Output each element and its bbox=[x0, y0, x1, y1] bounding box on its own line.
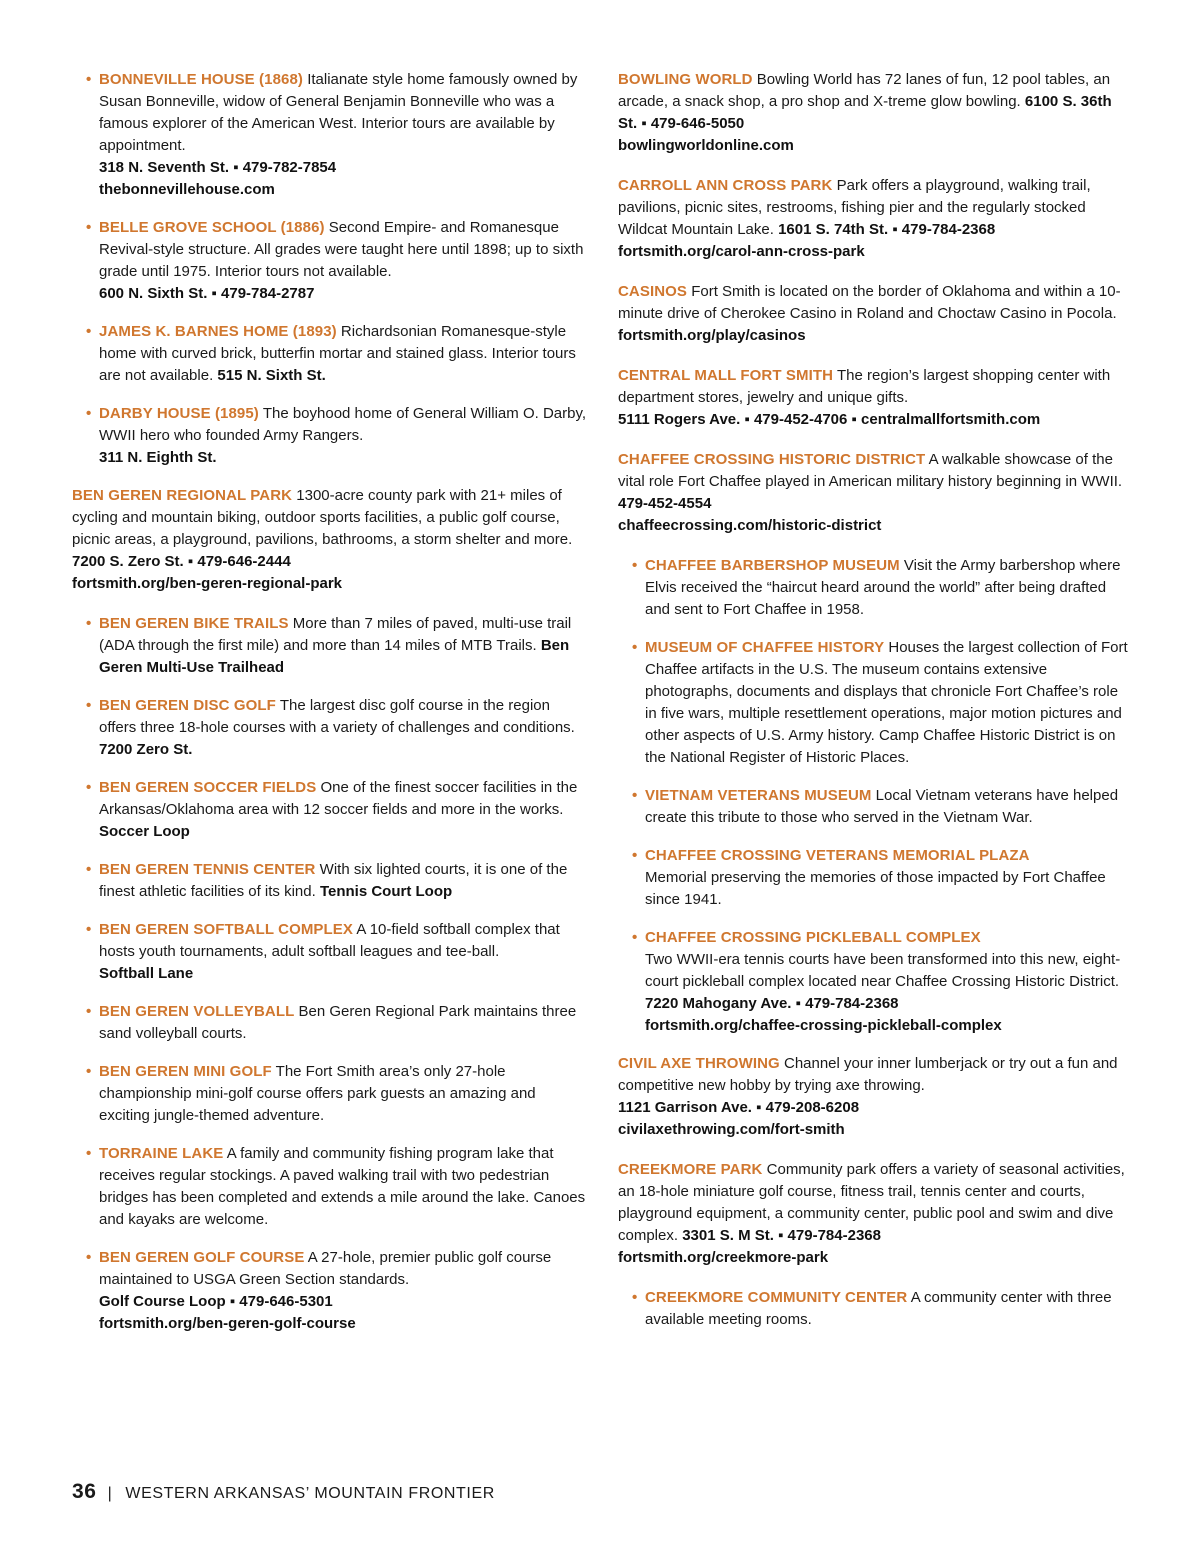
listing-description: Bowling World has 72 lanes of fun, 12 pool tables, an arcade, a snack shop, a pro shop and X-treme glow bowling. bbox=[618, 71, 1111, 110]
listing-vietnam-veterans-museum bbox=[618, 785, 1130, 829]
bullet-icon: • bbox=[86, 219, 92, 236]
listing-address: 3301 S. M St. ▪ 479-784-2368 bbox=[682, 1227, 881, 1244]
listing-name: CHAFFEE CROSSING VETERANS MEMORIAL PLAZA bbox=[645, 847, 1030, 864]
bullet-icon: • bbox=[86, 1003, 92, 1020]
listing-name: CHAFFEE CROSSING HISTORIC DISTRICT bbox=[618, 451, 926, 468]
listing-address: Soccer Loop bbox=[99, 823, 190, 840]
listing-url[interactable]: bowlingworldonline.com bbox=[618, 137, 794, 154]
listing-name: JAMES K. BARNES HOME (1893) bbox=[99, 323, 337, 340]
listing-url[interactable]: civilaxethrowing.com/fort-smith bbox=[618, 1121, 845, 1138]
listing-torraine-lake bbox=[72, 1143, 587, 1231]
listing-ben-geren-soccer-fields bbox=[72, 777, 587, 843]
bullet-icon: • bbox=[86, 779, 92, 796]
listing-name: BONNEVILLE HOUSE (1868) bbox=[99, 71, 304, 88]
listing-carroll-ann-cross-park bbox=[618, 175, 1130, 263]
bullet-icon: • bbox=[632, 1289, 638, 1306]
listing-description: More than 7 miles of paved, multi-use trail (ADA through the first mile) and more than 14 miles of MTB Trails. bbox=[99, 615, 572, 654]
bullet-icon: • bbox=[86, 615, 92, 632]
listing-name: BEN GEREN VOLLEYBALL bbox=[99, 1003, 295, 1020]
listing-description: Second Empire- and Romanesque Revival-style structure. All grades were taught here until 1898; up to sixth grade until 1975. Interior tours not available. bbox=[99, 219, 584, 280]
listing-name: BOWLING WORLD bbox=[618, 71, 753, 88]
listing-ben-geren-tennis-center bbox=[72, 859, 587, 903]
listing-description: Richardsonian Romanesque-style home with curved brick, butterfin mortar and stained glass. Interior tours are not available. bbox=[99, 323, 576, 384]
listing-description: The Fort Smith area’s only 27-hole championship mini-golf course offers park guests an amazing and exciting jungle-themed adventure. bbox=[99, 1063, 536, 1124]
listing-address: 1601 S. 74th St. ▪ 479-784-2368 bbox=[778, 221, 996, 238]
right-column bbox=[618, 69, 1130, 1347]
listing-name: BEN GEREN BIKE TRAILS bbox=[99, 615, 289, 632]
listing-url[interactable]: fortsmith.org/ben-geren-golf-course bbox=[99, 1315, 356, 1332]
listing-name: CREEKMORE COMMUNITY CENTER bbox=[645, 1289, 908, 1306]
listing-description: The region’s largest shopping center with department stores, jewelry and unique gifts. bbox=[618, 367, 1111, 406]
bullet-icon: • bbox=[86, 1145, 92, 1162]
listing-name: BEN GEREN TENNIS CENTER bbox=[99, 861, 316, 878]
listing-address: 311 N. Eighth St. bbox=[99, 449, 217, 466]
listing-address: 318 N. Seventh St. ▪ 479-782-7854 bbox=[99, 159, 337, 176]
publication-title: WESTERN ARKANSAS’ MOUNTAIN FRONTIER bbox=[125, 1485, 495, 1502]
listing-url[interactable]: fortsmith.org/chaffee-crossing-pickleball-complex bbox=[645, 1017, 1002, 1034]
listing-civil-axe-throwing bbox=[618, 1053, 1130, 1141]
listing-address: Tennis Court Loop bbox=[319, 883, 453, 900]
listing-description: The boyhood home of General William O. Darby, WWII hero who founded Army Rangers. bbox=[99, 405, 587, 444]
bullet-icon: • bbox=[632, 929, 638, 946]
listing-name: VIETNAM VETERANS MUSEUM bbox=[645, 787, 872, 804]
bullet-icon: • bbox=[632, 847, 638, 864]
listing-description: Ben Geren Regional Park maintains three sand volleyball courts. bbox=[99, 1003, 577, 1042]
bullet-icon: • bbox=[632, 639, 638, 656]
listing-description: Local Vietnam veterans have helped create this tribute to those who served in the Vietnam War. bbox=[645, 787, 1119, 826]
listing-description: Community park offers a variety of seasonal activities, an 18-hole miniature golf course, fitness trail, tennis center and courts, playground equipment, a community center, public pool and swim and dive complex. bbox=[618, 1161, 1125, 1244]
listing-address: 7220 Mahogany Ave. ▪ 479-784-2368 bbox=[645, 995, 899, 1012]
listing-address: Ben Geren Multi-Use Trailhead bbox=[99, 637, 570, 676]
left-column bbox=[72, 69, 587, 1351]
listing-address: 6100 S. 36th St. ▪ 479-646-5050 bbox=[618, 93, 1112, 132]
listing-chaffee-barbershop-museum bbox=[618, 555, 1130, 621]
bullet-icon: • bbox=[86, 1249, 92, 1266]
listing-bowling-world bbox=[618, 69, 1130, 157]
listing-ben-geren-softball-complex bbox=[72, 919, 587, 985]
listing-url[interactable]: fortsmith.org/carol-ann-cross-park bbox=[618, 243, 865, 260]
listing-description: One of the finest soccer facilities in the Arkansas/Oklahoma area with 12 soccer fields and more in the works. bbox=[99, 779, 578, 818]
listing-description: The largest disc golf course in the region offers three 18-hole courses with a variety of challenges and conditions. bbox=[99, 697, 575, 736]
listing-description: Visit the Army barbershop where Elvis received the “haircut heard around the world” after being drafted and sent to Fort Chaffee in 1958. bbox=[645, 557, 1121, 618]
listing-description: A walkable showcase of the vital role Fort Chaffee played in American military history beginning in WWII. bbox=[618, 451, 1123, 490]
listing-description: Park offers a playground, walking trail, pavilions, picnic sites, restrooms, fishing pier and the regularly stocked Wildcat Mountain Lake. bbox=[618, 177, 1091, 238]
listing-creekmore-park bbox=[618, 1159, 1130, 1269]
listing-description: Fort Smith is located on the border of Oklahoma and within a 10-minute drive of Cherokee Casino in Roland and Choctaw Casino in Pocola. bbox=[618, 283, 1121, 322]
listing-description: A 10-field softball complex that hosts youth tournaments, adult softball leagues and tee-ball. bbox=[99, 921, 560, 960]
listing-name: CASINOS bbox=[618, 283, 688, 300]
bullet-icon: • bbox=[86, 921, 92, 938]
listing-creekmore-community-center bbox=[618, 1287, 1130, 1331]
listing-ben-geren-volleyball bbox=[72, 1001, 587, 1045]
listing-url[interactable]: chaffeecrossing.com/historic-district bbox=[618, 517, 882, 534]
listing-ben-geren-bike-trails bbox=[72, 613, 587, 679]
listing-address: 515 N. Sixth St. bbox=[217, 367, 326, 384]
listing-name: CHAFFEE CROSSING PICKLEBALL COMPLEX bbox=[645, 929, 981, 946]
listing-address: 5111 Rogers Ave. ▪ 479-452-4706 ▪ centralmallfortsmith.com bbox=[618, 411, 1041, 428]
listing-description: Memorial preserving the memories of those impacted by Fort Chaffee since 1941. bbox=[645, 869, 1106, 908]
listing-url[interactable]: thebonnevillehouse.com bbox=[99, 181, 275, 198]
bullet-icon: • bbox=[86, 323, 92, 340]
listing-description: Channel your inner lumberjack or try out a fun and competitive new hobby by trying axe throwing. bbox=[618, 1055, 1118, 1094]
listing-belle-grove-school-1886 bbox=[72, 217, 587, 305]
listing-name: BEN GEREN DISC GOLF bbox=[99, 697, 276, 714]
listing-description: Two WWII-era tennis courts have been transformed into this new, eight-court pickleball complex located near Chaffee Crossing Historic District. bbox=[645, 951, 1121, 990]
listing-address: fortsmith.org/play/casinos bbox=[618, 327, 806, 344]
listing-name: BELLE GROVE SCHOOL (1886) bbox=[99, 219, 325, 236]
bullet-icon: • bbox=[86, 71, 92, 88]
listing-museum-of-chaffee-history bbox=[618, 637, 1130, 769]
listing-description: 1300-acre county park with 21+ miles of cycling and mountain biking, outdoor sports facilities, a public golf course, picnic areas, a playground, pavilions, bathrooms, a storm shelter and more. bbox=[72, 487, 573, 548]
listing-name: BEN GEREN GOLF COURSE bbox=[99, 1249, 305, 1266]
listing-address: Golf Course Loop ▪ 479-646-5301 bbox=[99, 1293, 333, 1310]
listing-address: 479-452-4554 bbox=[618, 495, 712, 512]
listing-name: MUSEUM OF CHAFFEE HISTORY bbox=[645, 639, 885, 656]
listing-chaffee-crossing-historic-district bbox=[618, 449, 1130, 537]
listing-casinos bbox=[618, 281, 1130, 347]
listing-address: 7200 S. Zero St. ▪ 479-646-2444 bbox=[72, 553, 291, 570]
bullet-icon: • bbox=[86, 1063, 92, 1080]
bullet-icon: • bbox=[86, 861, 92, 878]
listing-james-k-barnes-home-1893 bbox=[72, 321, 587, 387]
listing-ben-geren-mini-golf bbox=[72, 1061, 587, 1127]
listing-description: Houses the largest collection of Fort Chaffee artifacts in the U.S. The museum contains extensive photographs, documents and displays that chronicle Fort Chaffee’s role in five wars, multiple resettlement operations, major motion pictures and other aspects of U.S. Army history. Camp Chaffee Historic District is on the National Register of Historic Places. bbox=[645, 639, 1128, 766]
listing-name: BEN GEREN SOCCER FIELDS bbox=[99, 779, 317, 796]
bullet-icon: • bbox=[86, 697, 92, 714]
listing-name: BEN GEREN SOFTBALL COMPLEX bbox=[99, 921, 354, 938]
listing-name: CHAFFEE BARBERSHOP MUSEUM bbox=[645, 557, 900, 574]
listing-chaffee-crossing-pickleball-complex bbox=[618, 927, 1130, 1037]
listing-ben-geren-regional-park bbox=[72, 485, 587, 595]
listing-name: CARROLL ANN CROSS PARK bbox=[618, 177, 833, 194]
listing-description: Italianate style home famously owned by Susan Bonneville, widow of General Benjamin Bonneville who was a famous explorer of the American West. Interior tours are available by appointment. bbox=[99, 71, 578, 154]
listing-address: Softball Lane bbox=[99, 965, 194, 982]
listing-name: DARBY HOUSE (1895) bbox=[99, 405, 259, 422]
bullet-icon: • bbox=[86, 405, 92, 422]
bullet-icon: • bbox=[632, 787, 638, 804]
listing-address: 1121 Garrison Ave. ▪ 479-208-6208 bbox=[618, 1099, 860, 1116]
page-number: 36 bbox=[72, 1480, 97, 1503]
listing-central-mall-fort-smith bbox=[618, 365, 1130, 431]
listing-name: TORRAINE LAKE bbox=[99, 1145, 224, 1162]
listing-darby-house-1895 bbox=[72, 403, 587, 469]
listing-ben-geren-disc-golf bbox=[72, 695, 587, 761]
listing-name: CREEKMORE PARK bbox=[618, 1161, 763, 1178]
listing-address: 600 N. Sixth St. ▪ 479-784-2787 bbox=[99, 285, 315, 302]
listing-bonneville-house-1868 bbox=[72, 69, 587, 201]
listing-description: A community center with three available meeting rooms. bbox=[645, 1289, 1112, 1328]
bullet-icon: • bbox=[632, 557, 638, 574]
footer-separator: | bbox=[107, 1485, 113, 1502]
listing-url[interactable]: fortsmith.org/creekmore-park bbox=[618, 1249, 829, 1266]
listing-description: A 27-hole, premier public golf course maintained to USGA Green Section standards. bbox=[99, 1249, 552, 1288]
listing-ben-geren-golf-course bbox=[72, 1247, 587, 1335]
listing-chaffee-crossing-veterans-memorial-plaza bbox=[618, 845, 1130, 911]
listing-url[interactable]: fortsmith.org/ben-geren-regional-park bbox=[72, 575, 343, 592]
listing-name: CIVIL AXE THROWING bbox=[618, 1055, 780, 1072]
listing-address: 7200 Zero St. bbox=[99, 741, 193, 758]
listing-name: BEN GEREN REGIONAL PARK bbox=[72, 487, 293, 504]
listing-description: A family and community fishing program lake that receives regular stockings. A paved walking trail with two pedestrian bridges has been completed and extends a mile around the lake. Canoes and kayaks are welcome. bbox=[99, 1145, 586, 1228]
listing-name: CENTRAL MALL FORT SMITH bbox=[618, 367, 834, 384]
listing-description: With six lighted courts, it is one of the finest athletic facilities of its kind. bbox=[99, 861, 568, 900]
listing-name: BEN GEREN MINI GOLF bbox=[99, 1063, 272, 1080]
page-footer bbox=[72, 1480, 495, 1504]
